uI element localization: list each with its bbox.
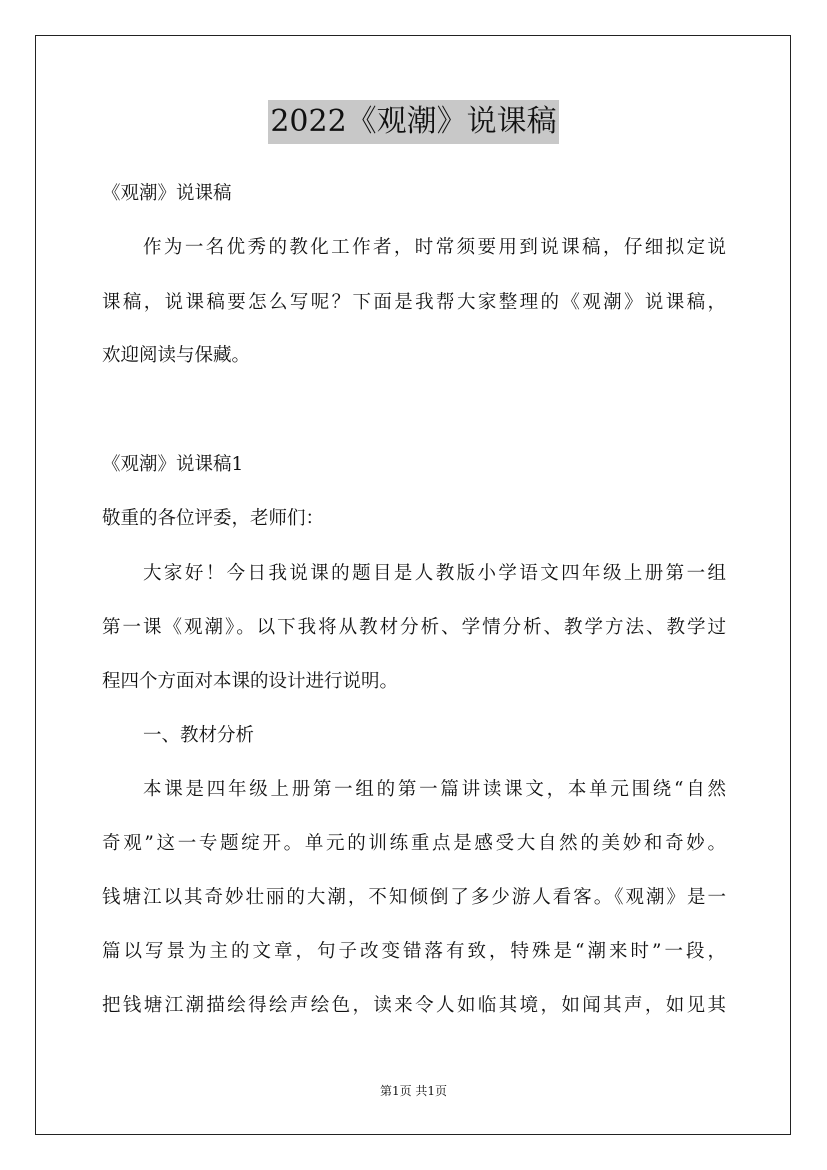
section-heading: 《观潮》说课稿1 <box>102 454 244 475</box>
subsection-heading: 一、教材分析 <box>143 725 255 746</box>
paragraph-line: 钱塘江以其奇妙壮丽的大潮，不知倾倒了多少游人看客。《观潮》是一 <box>102 887 726 908</box>
paragraph-line: 本课是四年级上册第一组的第一篇讲读课文，本单元围绕“自然 <box>143 779 726 800</box>
document-title: 2022《观潮》说课稿 <box>268 100 558 144</box>
subtitle-line: 《观潮》说课稿 <box>102 183 232 204</box>
page-footer: 第1页 共1页 <box>379 1084 448 1098</box>
paragraph-line: 欢迎阅读与保藏。 <box>102 345 251 366</box>
paragraph-line: 把钱塘江潮描绘得绘声绘色，读来令人如临其境，如闻其声，如见其 <box>102 995 726 1016</box>
salutation-line: 敬重的各位评委，老师们： <box>102 508 325 529</box>
title-container <box>0 100 827 144</box>
paragraph-line: 作为一名优秀的教化工作者，时常须要用到说课稿，仔细拟定说 <box>143 237 726 258</box>
paragraph-line: 大家好！今日我说课的题目是人教版小学语文四年级上册第一组 <box>143 563 726 584</box>
paragraph-line: 篇以写景为主的文章，句子改变错落有致，特殊是“潮来时”一段， <box>102 941 726 962</box>
paragraph-line: 第一课《观潮》。以下我将从教材分析、学情分析、教学方法、教学过 <box>102 617 726 638</box>
paragraph-line: 奇观”这一专题绽开。单元的训练重点是感受大自然的美妙和奇妙。 <box>102 833 726 854</box>
paragraph-line: 课稿，说课稿要怎么写呢？下面是我帮大家整理的《观潮》说课稿， <box>102 292 726 313</box>
paragraph-line: 程四个方面对本课的设计进行说明。 <box>102 671 399 692</box>
